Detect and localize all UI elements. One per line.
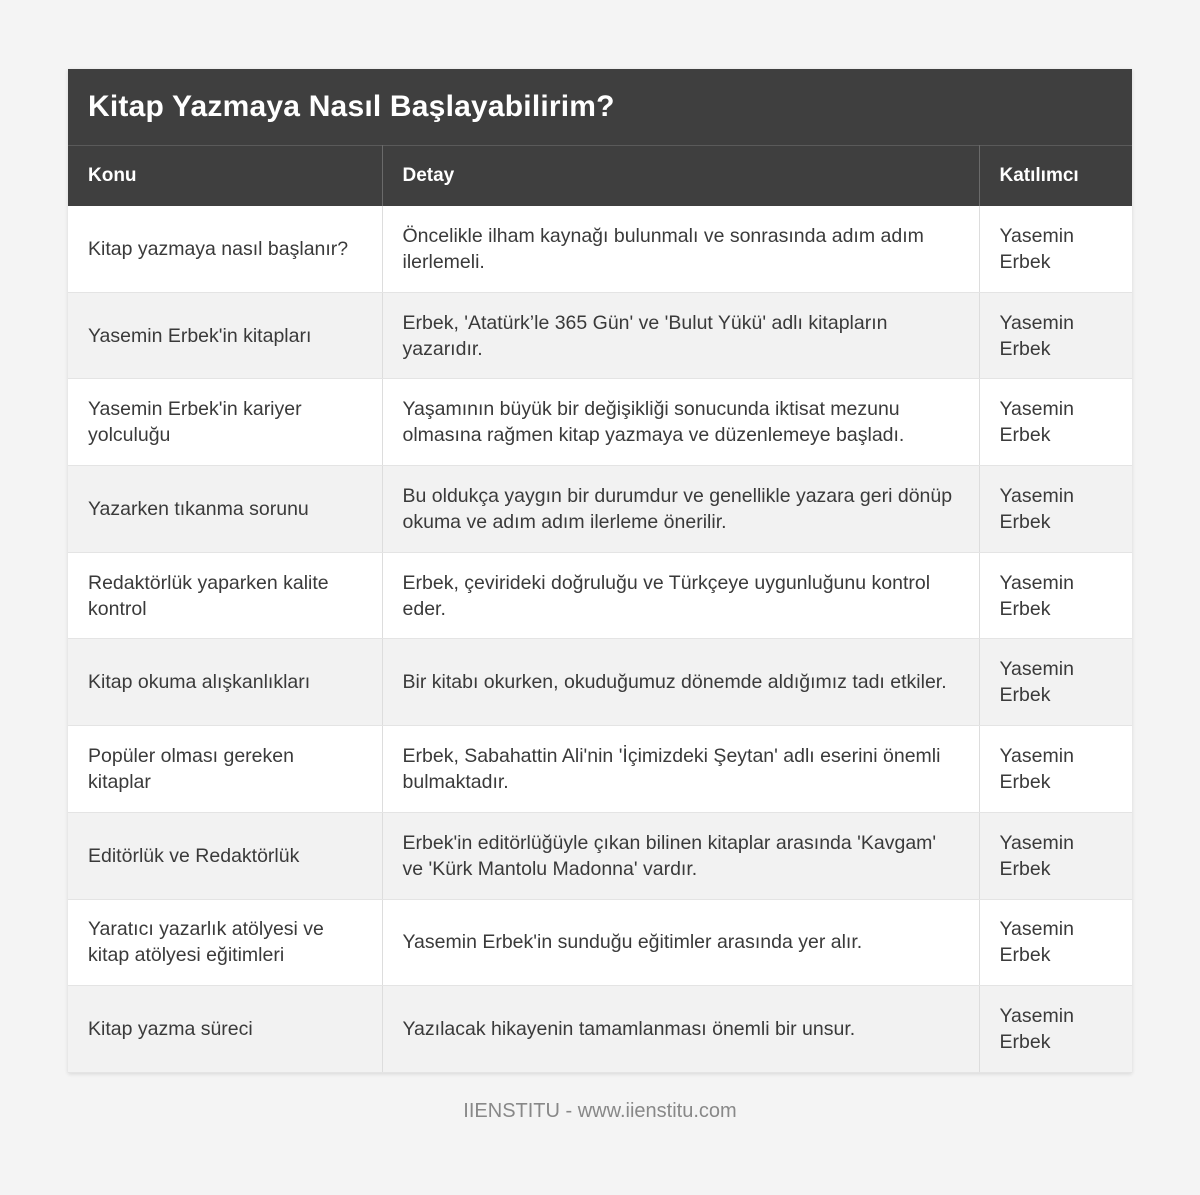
- table-row: [68, 726, 1132, 813]
- cell-konu: Popüler olması gereken kitaplar: [68, 726, 382, 813]
- column-header-katilimci: Katılımcı: [979, 146, 1132, 206]
- cell-katilimci: Yasemin Erbek: [979, 552, 1132, 639]
- cell-katilimci: Yasemin Erbek: [979, 206, 1132, 293]
- table-row: [68, 466, 1132, 553]
- cell-katilimci: Yasemin Erbek: [979, 812, 1132, 899]
- table-header-row: [68, 146, 1132, 206]
- page-title: Kitap Yazmaya Nasıl Başlayabilirim?: [88, 90, 615, 123]
- cell-konu: Yasemin Erbek'in kariyer yolculuğu: [68, 379, 382, 466]
- cell-konu: Kitap yazma süreci: [68, 986, 382, 1073]
- cell-detay: Yasemin Erbek'in sunduğu eğitimler arasında yer alır.: [382, 899, 979, 986]
- table-row: [68, 206, 1132, 293]
- cell-detay: Bir kitabı okurken, okuduğumuz dönemde aldığımız tadı etkiler.: [382, 639, 979, 726]
- cell-konu: Kitap okuma alışkanlıkları: [68, 639, 382, 726]
- cell-konu: Kitap yazmaya nasıl başlanır?: [68, 206, 382, 293]
- table-row: [68, 639, 1132, 726]
- cell-konu: Yasemin Erbek'in kitapları: [68, 292, 382, 379]
- cell-konu: Editörlük ve Redaktörlük: [68, 812, 382, 899]
- cell-katilimci: Yasemin Erbek: [979, 726, 1132, 813]
- column-header-detay: Detay: [382, 146, 979, 206]
- table-row: [68, 986, 1132, 1073]
- article-table-card: [68, 69, 1132, 1073]
- footer-credit: IIENSTITU - www.iienstitu.com: [463, 1100, 737, 1122]
- table-row: [68, 812, 1132, 899]
- cell-detay: Erbek, çevirideki doğruluğu ve Türkçeye uygunluğunu kontrol eder.: [382, 552, 979, 639]
- cell-konu: Yazarken tıkanma sorunu: [68, 466, 382, 553]
- cell-detay: Yazılacak hikayenin tamamlanması önemli bir unsur.: [382, 986, 979, 1073]
- cell-detay: Erbek, 'Atatürk’le 365 Gün' ve 'Bulut Yükü' adlı kitapların yazarıdır.: [382, 292, 979, 379]
- table-row: [68, 899, 1132, 986]
- column-header-konu: Konu: [68, 146, 382, 206]
- cell-katilimci: Yasemin Erbek: [979, 292, 1132, 379]
- cell-detay: Öncelikle ilham kaynağı bulunmalı ve sonrasında adım adım ilerlemeli.: [382, 206, 979, 293]
- cell-katilimci: Yasemin Erbek: [979, 639, 1132, 726]
- table-row: [68, 552, 1132, 639]
- cell-konu: Redaktörlük yaparken kalite kontrol: [68, 552, 382, 639]
- table-header: [68, 146, 1132, 206]
- table-row: [68, 379, 1132, 466]
- cell-detay: Erbek'in editörlüğüyle çıkan bilinen kitaplar arasında 'Kavgam' ve 'Kürk Mantolu Madonna' vardır.: [382, 812, 979, 899]
- topic-table: [68, 145, 1132, 1073]
- cell-detay: Erbek, Sabahattin Ali'nin 'İçimizdeki Şeytan' adlı eserini önemli bulmaktadır.: [382, 726, 979, 813]
- cell-katilimci: Yasemin Erbek: [979, 986, 1132, 1073]
- cell-katilimci: Yasemin Erbek: [979, 379, 1132, 466]
- cell-detay: Yaşamının büyük bir değişikliği sonucunda iktisat mezunu olmasına rağmen kitap yazmaya ve düzenlemeye başladı.: [382, 379, 979, 466]
- table-row: [68, 292, 1132, 379]
- cell-katilimci: Yasemin Erbek: [979, 899, 1132, 986]
- table-body: [68, 206, 1132, 1073]
- cell-konu: Yaratıcı yazarlık atölyesi ve kitap atölyesi eğitimleri: [68, 899, 382, 986]
- cell-katilimci: Yasemin Erbek: [979, 466, 1132, 553]
- title-bar: [68, 69, 1132, 145]
- cell-detay: Bu oldukça yaygın bir durumdur ve genellikle yazara geri dönüp okuma ve adım adım ilerleme önerilir.: [382, 466, 979, 553]
